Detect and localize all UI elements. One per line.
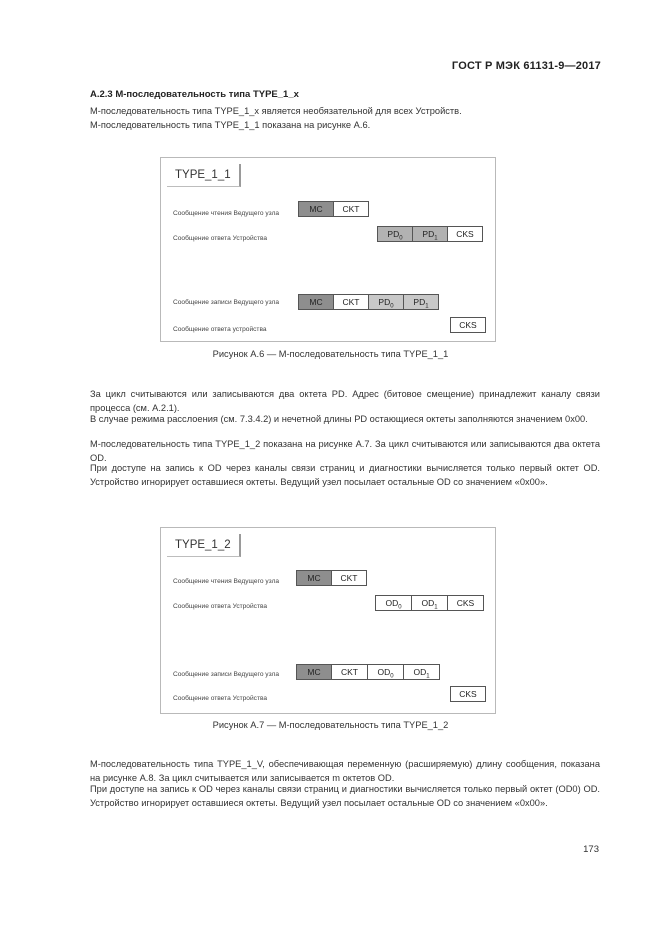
figure-a7-caption: Рисунок А.7 — М-последовательность типа TYPE_1_2 [212, 720, 449, 730]
label-device-reply: Сообщение ответа Устройства [173, 695, 268, 702]
cell-pd0: $PD_0$ [377, 226, 413, 242]
cell-mc: MC [298, 294, 334, 310]
cell-pd1: $PD_1$ [412, 226, 448, 242]
cell-od1: $OD_1$ [403, 664, 440, 680]
cell-cks: CKS [447, 595, 484, 611]
label-master-read: Сообщение чтения Ведущего узла [173, 578, 280, 585]
intro-paragraph-1: М-последовательность типа TYPE_1_x является необязательной для всех Устройств. [90, 106, 462, 116]
cell-ckt: CKT [333, 201, 369, 217]
body-paragraph-4: При доступе на запись к OD через каналы связи страниц и диагностики вычисляется только первый октет OD. Устройство игнорирует оставшиеся октеты. Ведущий узел посылает остальные OD со значением «0x00». [90, 463, 600, 487]
cell-od1: $OD_1$ [411, 595, 448, 611]
figure-a7-title: TYPE_1_2 [167, 534, 241, 557]
label-master-write: Сообщение записи Ведущего узла [173, 299, 280, 306]
section-heading: А.2.3 М-последовательность типа TYPE_1_x [90, 89, 299, 100]
body-paragraph-2: В случае режима расслоения (см. 7.3.4.2) и нечетной длины PD остающиеся октеты заполняются значением 0x00. [90, 414, 588, 424]
cell-pd0: $PD_0$ [368, 294, 404, 310]
label-master-read: Сообщение чтения Ведущего узла [173, 210, 280, 217]
cell-cks: CKS [450, 686, 486, 702]
tail-paragraph-1: М-последовательность типа TYPE_1_V, обеспечивающая переменную (расширяемую) длину сообщения, показана на рисунке А.8. За цикл считывается или записывается m октетов OD. [90, 759, 600, 783]
cell-mc: MC [298, 201, 334, 217]
cell-ckt: CKT [331, 664, 368, 680]
cell-ckt: CKT [333, 294, 369, 310]
label-device-reply: Сообщение ответа устройства [173, 326, 267, 333]
label-master-write: Сообщение записи Ведущего узла [173, 671, 280, 678]
body-paragraph-1: За цикл считываются или записываются два октета PD. Адрес (битовое смещение) принадлежит каналу связи процесса (см. А.2.1). [90, 389, 600, 413]
label-device-reply: Сообщение ответа Устройства [173, 603, 268, 610]
cell-cks: CKS [450, 317, 486, 333]
figure-a7 [160, 527, 496, 714]
cell-mc: MC [296, 664, 332, 680]
cell-pd1: $PD_1$ [403, 294, 439, 310]
figure-a6-title: TYPE_1_1 [167, 164, 241, 187]
cell-od0: $OD_0$ [375, 595, 412, 611]
cell-cks: CKS [447, 226, 483, 242]
cell-od0: $OD_0$ [367, 664, 404, 680]
page-number: 173 [583, 844, 599, 855]
figure-a6-caption: Рисунок А.6 — М-последовательность типа TYPE_1_1 [212, 349, 449, 359]
intro-paragraph-2: М-последовательность типа TYPE_1_1 показана на рисунке А.6. [90, 120, 371, 130]
tail-paragraph-2: При доступе на запись к OD через каналы связи страниц и диагностики вычисляется только первый октет (OD0) OD. Устройство игнорирует оставшиеся октеты. Ведущий узел посылает остальные OD со значением «0x00». [90, 784, 600, 808]
body-paragraph-3: М-последовательность типа TYPE_1_2 показана на рисунке А.7. За цикл считываются или записываются два октета OD. [90, 439, 600, 463]
document-header: ГОСТ Р МЭК 61131-9—2017 [451, 60, 601, 72]
figure-a6 [160, 157, 496, 342]
cell-ckt: CKT [331, 570, 367, 586]
label-device-reply: Сообщение ответа Устройства [173, 235, 268, 242]
cell-mc: MC [296, 570, 332, 586]
